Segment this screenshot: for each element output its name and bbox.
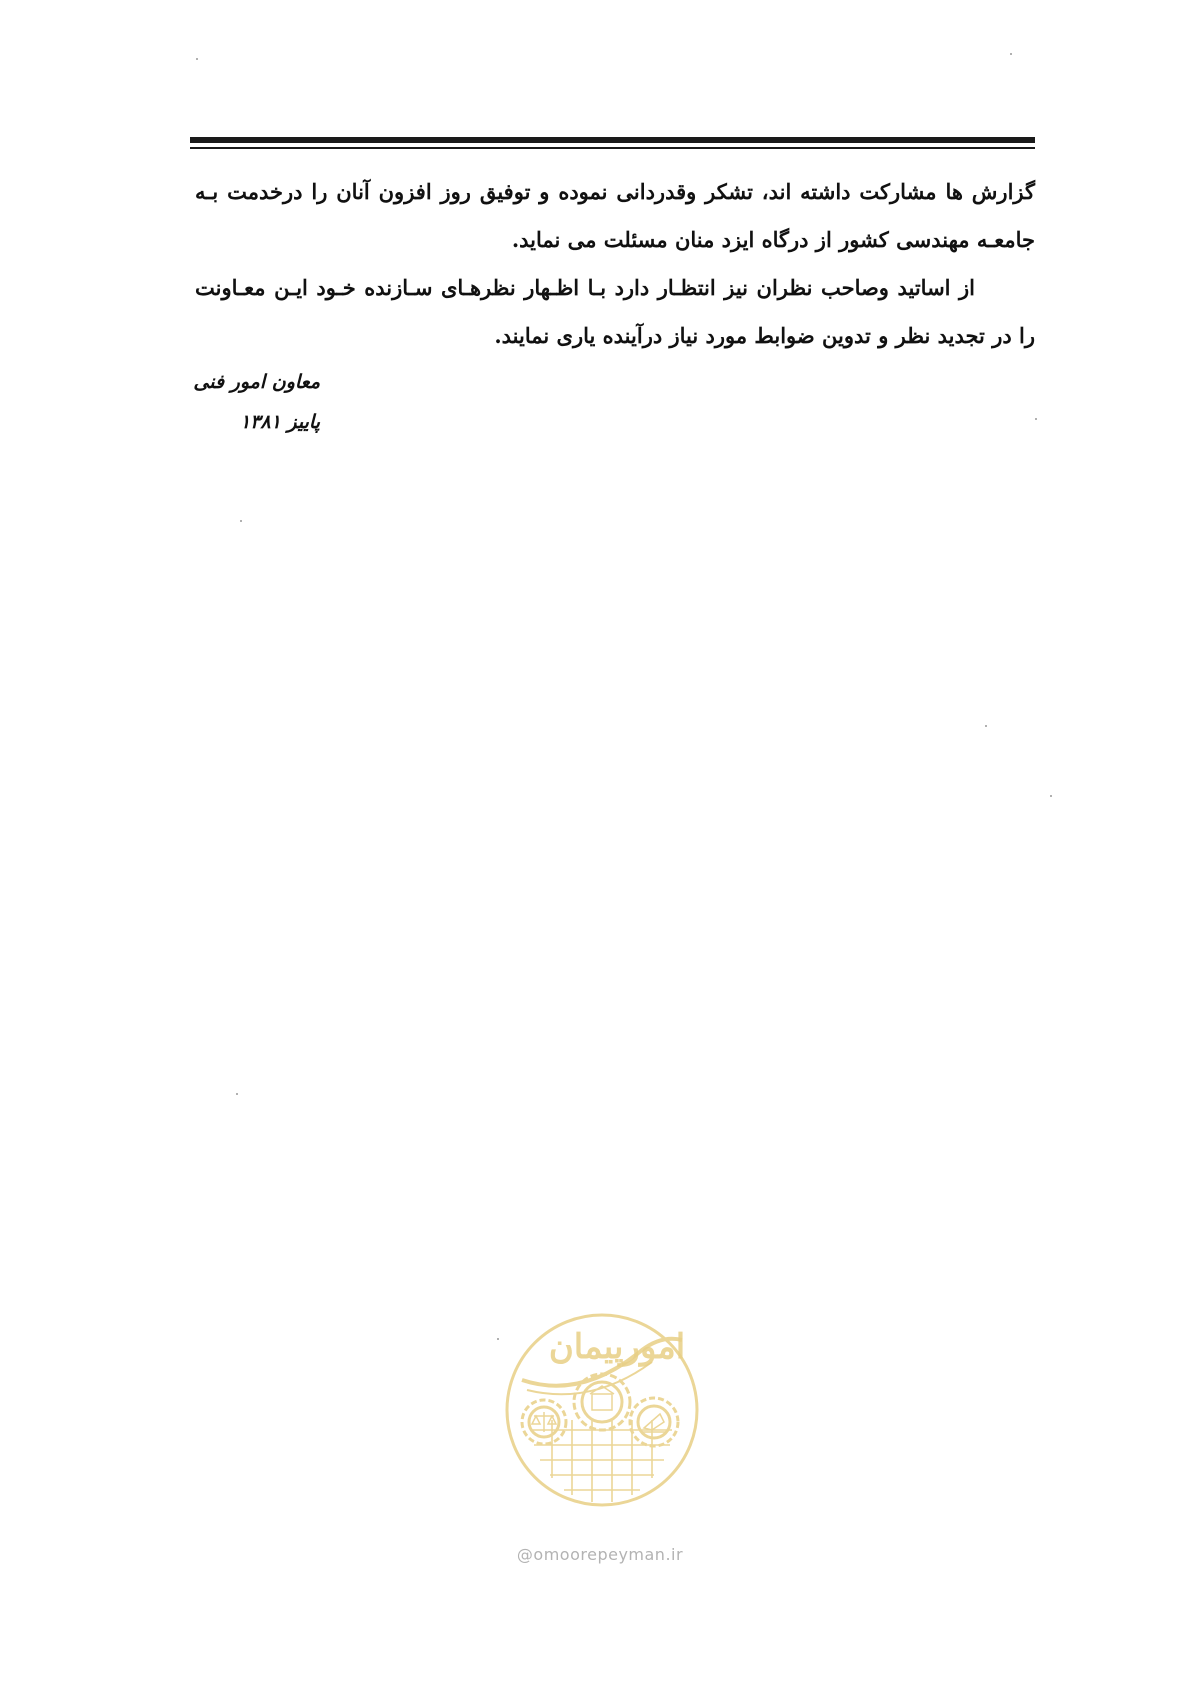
watermark-logo-text: امورپیمان (548, 1327, 686, 1367)
at-icon: @ (516, 1545, 534, 1564)
scan-speck (1010, 53, 1012, 55)
scan-speck (236, 1093, 238, 1095)
body-text (195, 168, 1035, 360)
signature-date: پاییز ۱۳۸۱ (239, 411, 320, 433)
scan-speck (1050, 795, 1052, 797)
signature-block (160, 362, 320, 442)
signature-title: معاون امور فنی (193, 371, 320, 393)
header-rule-thin (190, 147, 1035, 149)
paragraph-2: از اساتید وصاحب نظران نیز انتظـار دارد بـا اظـهار نظرهـای سـازنده خـود ایـن معـاونت را در تجدید نظر و تدوین ضوابط مورد نیاز درآینده یاری نمایند. (195, 275, 1035, 348)
header-rule-thick (190, 137, 1035, 143)
paragraph-1: گزارش ها مشارکت داشته اند، تشکر وقدردانی نموده و توفیق روز افزون آنان را درخدمت بـه جامعـه مهندسی کشور از درگاه ایزد منان مسئلت می نماید. (195, 179, 1035, 252)
scan-speck (1035, 418, 1037, 420)
scan-speck (497, 1338, 499, 1340)
scan-speck (240, 520, 242, 522)
scan-speck (985, 725, 987, 727)
scan-speck (196, 58, 198, 60)
watermark-url (500, 1545, 700, 1564)
watermark-url-text: omoorepeyman.ir (533, 1545, 684, 1564)
watermark-stamp-logo (492, 1310, 712, 1510)
